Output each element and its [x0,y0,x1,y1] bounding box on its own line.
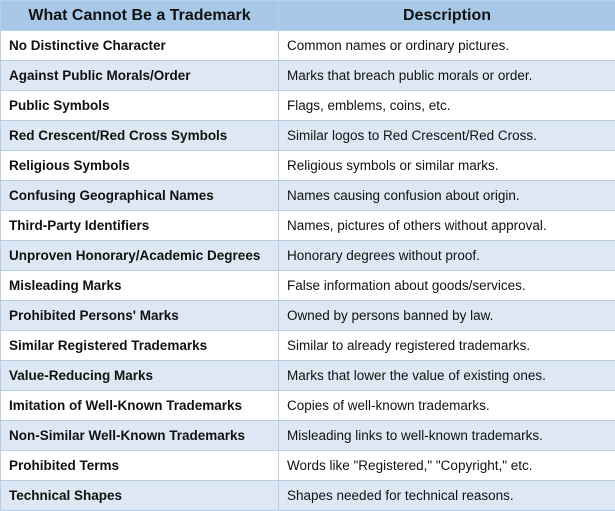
row-description: Honorary degrees without proof. [279,241,615,271]
table-row [1,421,615,451]
row-category: Religious Symbols [1,151,279,181]
row-category: Red Crescent/Red Cross Symbols [1,121,279,151]
table-row [1,451,615,481]
table-row [1,301,615,331]
row-description: Religious symbols or similar marks. [279,151,615,181]
row-description: Misleading links to well-known trademarks. [279,421,615,451]
table-header-row [1,1,615,31]
table-row [1,181,615,211]
row-description: Names causing confusion about origin. [279,181,615,211]
table-row [1,331,615,361]
row-category: Value-Reducing Marks [1,361,279,391]
table-row [1,31,615,61]
table-row [1,151,615,181]
table-row [1,211,615,241]
column-header-description: Description [279,1,615,31]
row-category: Similar Registered Trademarks [1,331,279,361]
row-description: Similar to already registered trademarks. [279,331,615,361]
row-description: Words like "Registered," "Copyright," etc. [279,451,615,481]
row-category: Prohibited Persons' Marks [1,301,279,331]
row-category: No Distinctive Character [1,31,279,61]
column-header-category: What Cannot Be a Trademark [1,1,279,31]
table-row [1,241,615,271]
row-description: Common names or ordinary pictures. [279,31,615,61]
row-category: Third-Party Identifiers [1,211,279,241]
row-category: Public Symbols [1,91,279,121]
table-row [1,121,615,151]
row-description: Owned by persons banned by law. [279,301,615,331]
table-row [1,361,615,391]
table-row [1,91,615,121]
row-description: Marks that lower the value of existing ones. [279,361,615,391]
table-row [1,481,615,511]
table-row [1,391,615,421]
row-category: Non-Similar Well-Known Trademarks [1,421,279,451]
row-description: Shapes needed for technical reasons. [279,481,615,511]
table-row [1,61,615,91]
row-description: Similar logos to Red Crescent/Red Cross. [279,121,615,151]
row-category: Misleading Marks [1,271,279,301]
table-row [1,271,615,301]
row-category: Against Public Morals/Order [1,61,279,91]
row-category: Imitation of Well-Known Trademarks [1,391,279,421]
row-description: Names, pictures of others without approval. [279,211,615,241]
row-category: Technical Shapes [1,481,279,511]
row-category: Prohibited Terms [1,451,279,481]
row-category: Unproven Honorary/Academic Degrees [1,241,279,271]
table-body [1,31,615,511]
row-description: Flags, emblems, coins, etc. [279,91,615,121]
row-description: Copies of well-known trademarks. [279,391,615,421]
row-description: False information about goods/services. [279,271,615,301]
row-category: Confusing Geographical Names [1,181,279,211]
row-description: Marks that breach public morals or order. [279,61,615,91]
